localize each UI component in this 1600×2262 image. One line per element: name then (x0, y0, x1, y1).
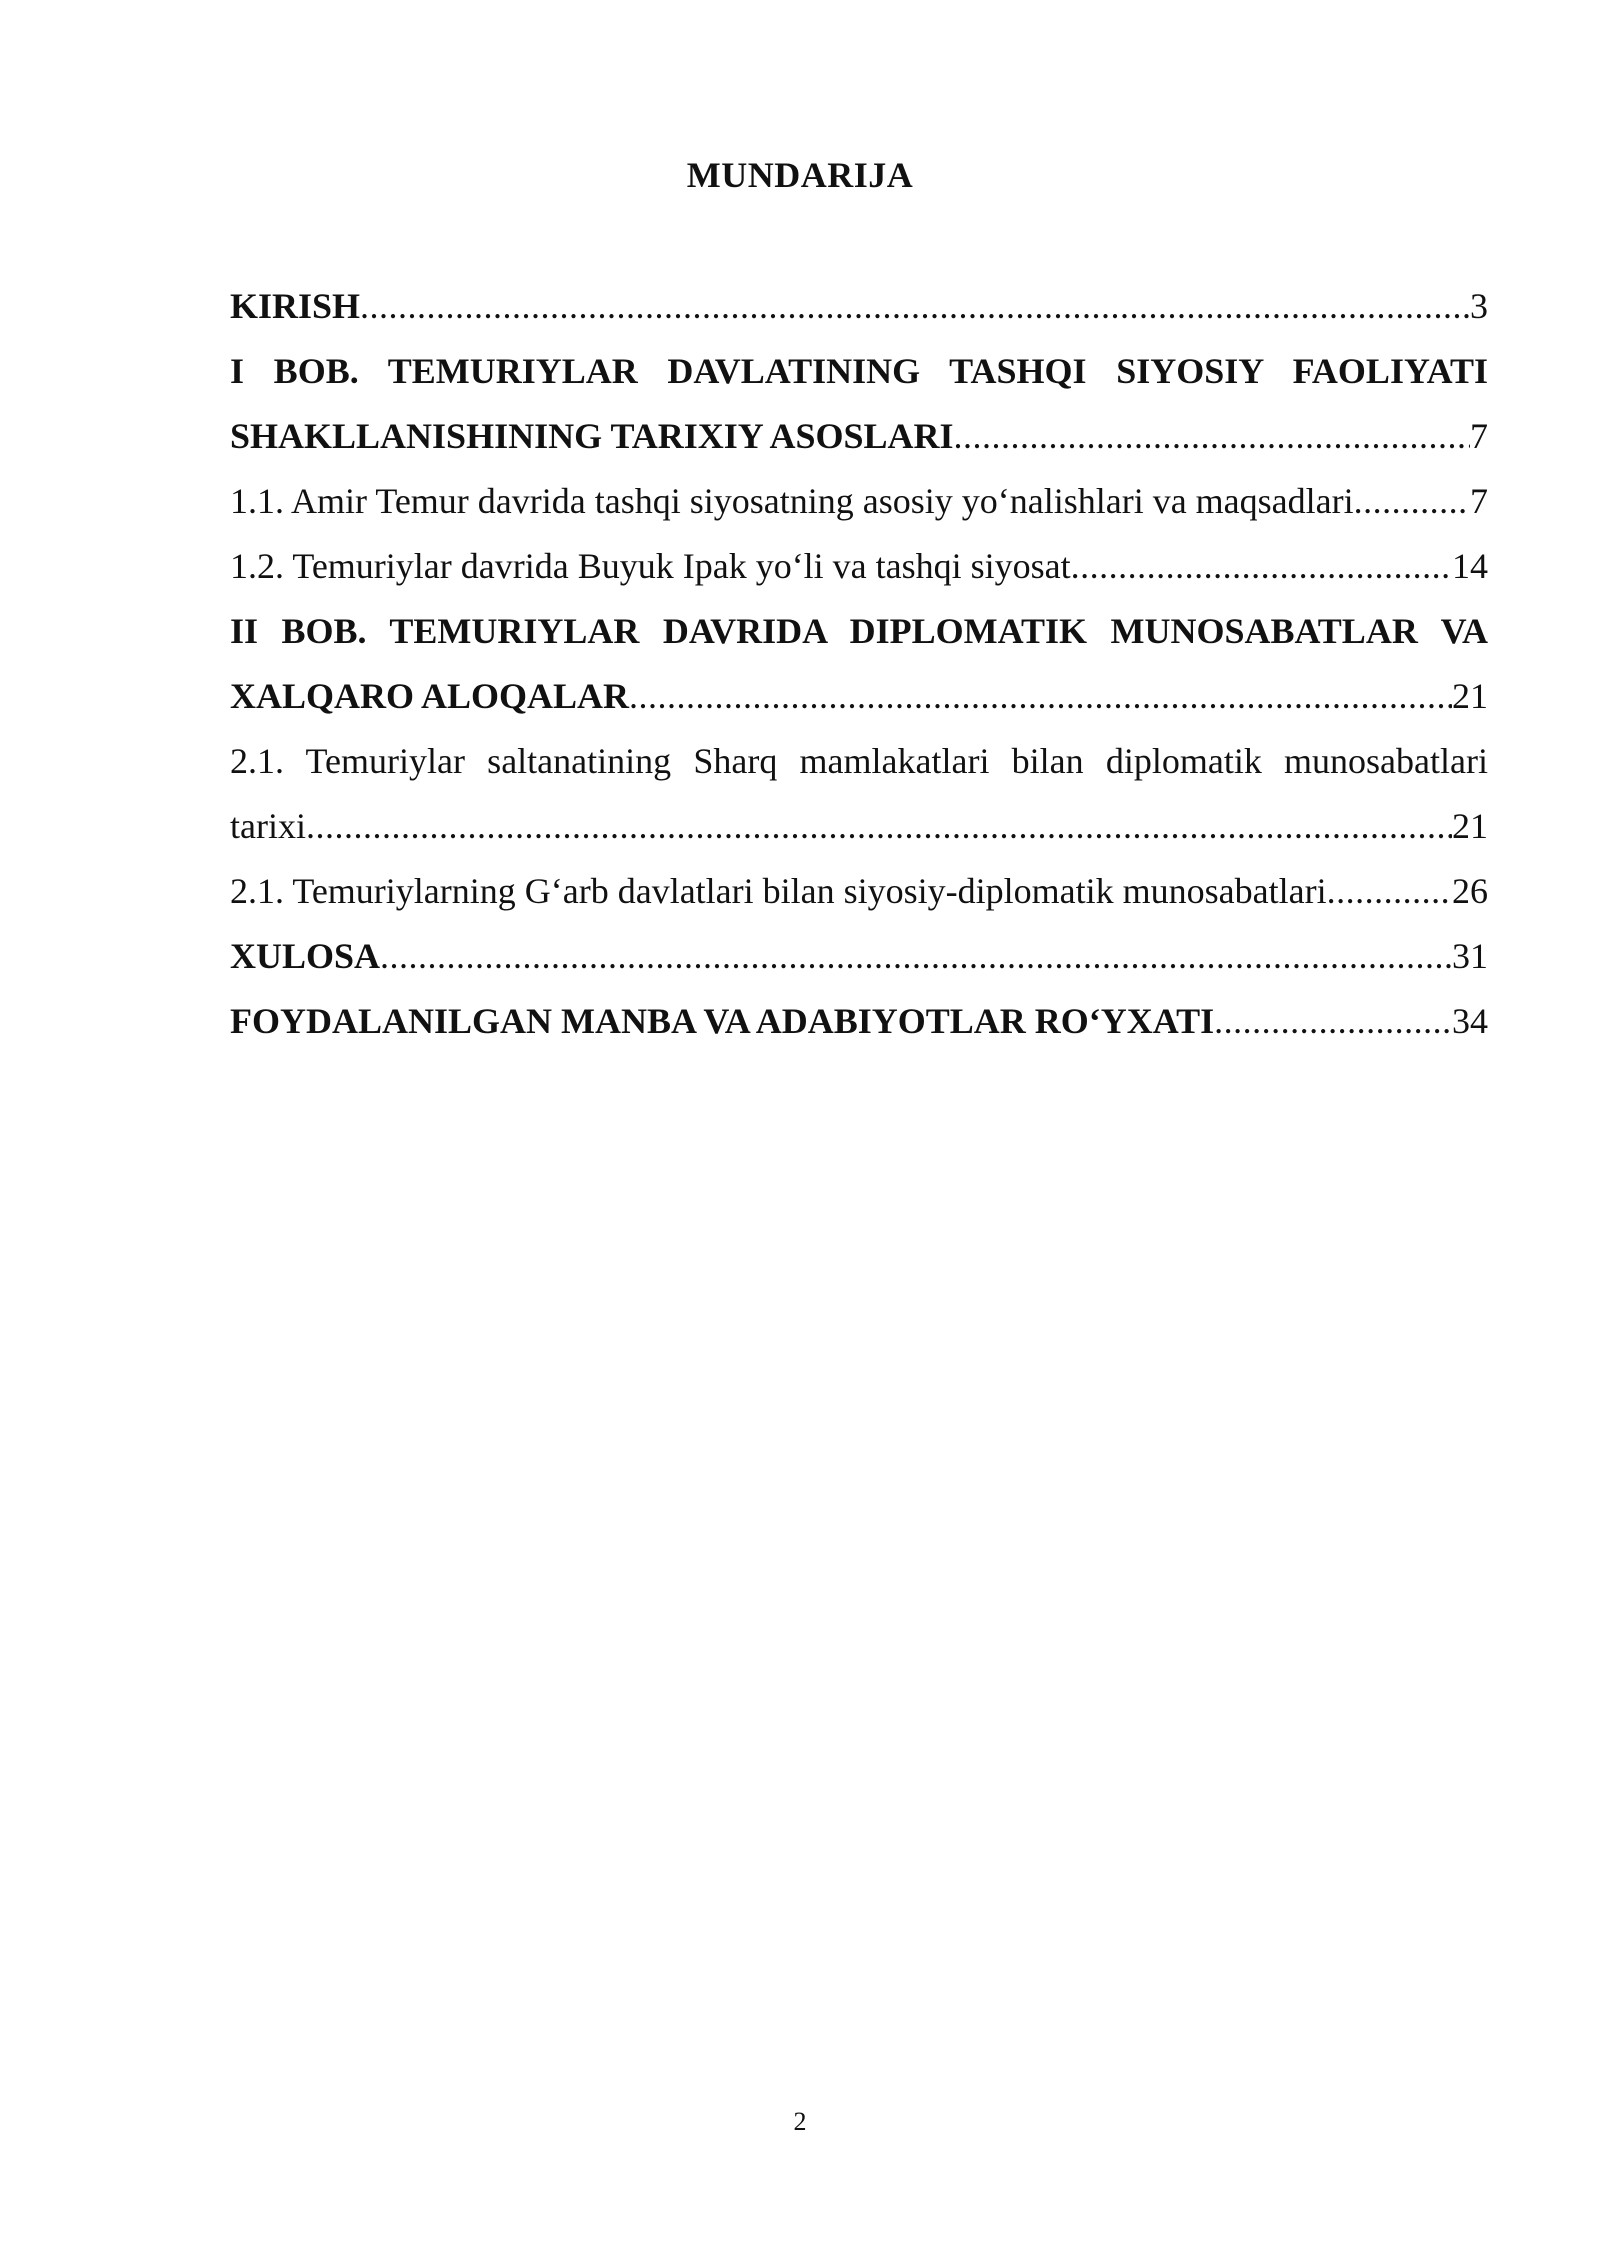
table-of-contents (230, 274, 1488, 1054)
toc-page-number: 7 (1470, 481, 1488, 521)
toc-page-number: 7 (1470, 416, 1488, 456)
toc-entry-xulosa[interactable] (230, 924, 1488, 989)
toc-page-number: 31 (1452, 936, 1488, 976)
toc-line (230, 469, 1488, 534)
toc-line (230, 794, 1488, 859)
toc-page-number: 21 (1452, 676, 1488, 716)
toc-line (230, 859, 1488, 924)
toc-line (230, 664, 1488, 729)
toc-entry-title: I BOB. TEMURIYLAR DAVLATINING TASHQI SIYOSIY FAOLIYATI (230, 351, 1488, 391)
toc-entry-chapter-1[interactable] (230, 339, 1488, 469)
toc-entry-title: 2.1. Temuriylar saltanatining Sharq mamlakatlari bilan diplomatik munosabatlari (230, 741, 1488, 781)
toc-line (230, 274, 1488, 339)
toc-entry-section-1-1[interactable] (230, 469, 1488, 534)
page-title: MUNDARIJA (686, 155, 914, 195)
toc-dot-leader (1354, 469, 1470, 534)
toc-entry-title-continued: tarixi (230, 806, 306, 846)
toc-dot-leader (360, 274, 1470, 339)
toc-dot-leader (1327, 859, 1452, 924)
toc-entry-title-continued: XALQARO ALOQALAR (230, 676, 630, 716)
toc-dot-leader (306, 794, 1452, 859)
page-number: 2 (793, 2107, 807, 2136)
toc-entry-title: II BOB. TEMURIYLAR DAVRIDA DIPLOMATIK MUNOSABATLAR VA (230, 611, 1488, 651)
toc-entry-kirish[interactable] (230, 274, 1488, 339)
toc-entry-chapter-2[interactable] (230, 599, 1488, 729)
toc-line (230, 339, 1488, 404)
toc-page-number: 34 (1452, 1001, 1488, 1041)
toc-line (230, 729, 1488, 794)
toc-line (230, 989, 1488, 1054)
toc-line (230, 599, 1488, 664)
toc-entry-references[interactable] (230, 989, 1488, 1054)
toc-entry-title: FOYDALANILGAN MANBA VA ADABIYOTLAR RO‘YXATI (230, 1001, 1215, 1041)
toc-line (230, 404, 1488, 469)
toc-line (230, 534, 1488, 599)
toc-page-number: 21 (1452, 806, 1488, 846)
toc-dot-leader (1214, 989, 1452, 1054)
toc-page-number: 26 (1452, 871, 1488, 911)
toc-dot-leader (629, 664, 1452, 729)
toc-entry-title: 1.2. Temuriylar davrida Buyuk Ipak yo‘li va tashqi siyosat (230, 546, 1071, 586)
toc-page-number: 3 (1470, 286, 1488, 326)
toc-entry-title: XULOSA (230, 936, 381, 976)
toc-entry-title: 1.1. Amir Temur davrida tashqi siyosatning asosiy yo‘nalishlari va maqsadlari (230, 481, 1354, 521)
toc-dot-leader (1071, 534, 1452, 599)
toc-line (230, 924, 1488, 989)
toc-entry-section-2-1-east[interactable] (230, 729, 1488, 859)
toc-dot-leader (380, 924, 1452, 989)
toc-entry-title: KIRISH (230, 286, 361, 326)
toc-entry-title: 2.1. Temuriylarning G‘arb davlatlari bilan siyosiy-diplomatik munosabatlari (230, 871, 1327, 911)
toc-entry-title-continued: SHAKLLANISHINING TARIXIY ASOSLARI (230, 416, 954, 456)
toc-entry-section-1-2[interactable] (230, 534, 1488, 599)
toc-page-number: 14 (1452, 546, 1488, 586)
toc-dot-leader (954, 404, 1470, 469)
toc-entry-section-2-1-west[interactable] (230, 859, 1488, 924)
